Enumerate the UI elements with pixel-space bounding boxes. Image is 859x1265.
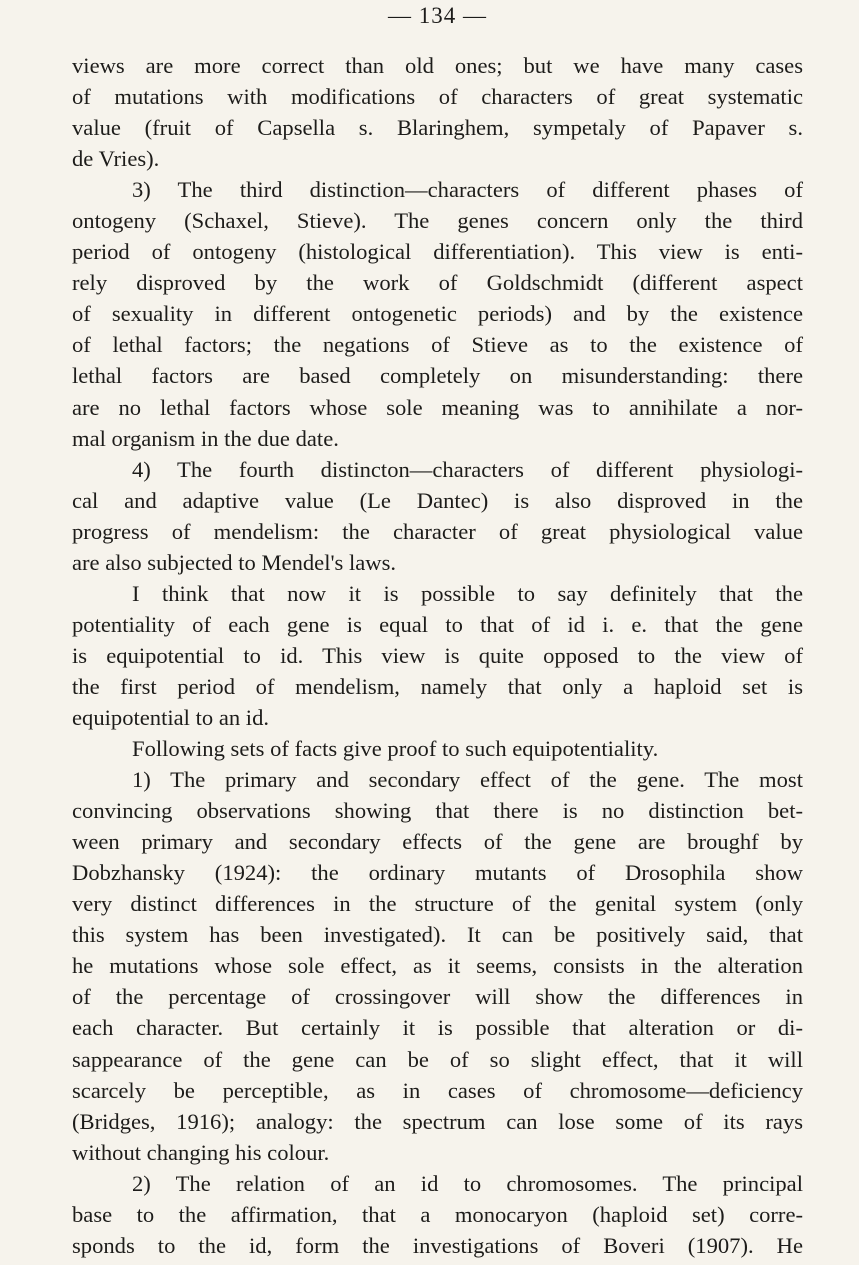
body-text xyxy=(72,50,803,1261)
text-line: of mutations with modifications of characters of great systematic xyxy=(72,84,803,110)
text-line: equipotential to an id. xyxy=(72,704,270,730)
text-line: sponds to the id, form the investigations of Boveri (1907). He xyxy=(72,1232,803,1258)
text-line: of lethal factors; the negations of Stieve as to the existence of xyxy=(72,332,803,358)
text-line: value (fruit of Capsella s. Blaringhem, sympetaly of Papaver s. xyxy=(72,115,803,141)
text-line: progress of mendelism: the character of great physiological value xyxy=(72,518,803,544)
text-line: potentiality of each gene is equal to that of id i. e. that the gene xyxy=(72,611,803,637)
text-line: very distinct differences in the structure of the genital system (only xyxy=(72,891,803,917)
text-line: lethal factors are based completely on misunderstanding: there xyxy=(72,363,803,389)
text-line: period of ontogeny (histological differentiation). This view is enti- xyxy=(72,239,803,265)
text-line: Dobzhansky (1924): the ordinary mutants of Drosophila show xyxy=(72,860,803,886)
text-line: he mutations whose sole effect, as it seems, consists in the alteration xyxy=(72,953,803,979)
text-line: ween primary and secondary effects of the gene are broughf by xyxy=(72,829,803,855)
text-line: rely disproved by the work of Goldschmidt (different aspect xyxy=(72,270,803,296)
text-line: of sexuality in different ontogenetic periods) and by the existence xyxy=(72,301,803,327)
text-line: base to the affirmation, that a monocaryon (haploid set) corre- xyxy=(72,1201,803,1227)
text-line: without changing his colour. xyxy=(72,1139,330,1165)
text-line: views are more correct than old ones; but we have many cases xyxy=(72,53,803,78)
text-line: ontogeny (Schaxel, Stieve). The genes concern only the third xyxy=(72,208,803,234)
text-line: are no lethal factors whose sole meaning was to annihilate a nor- xyxy=(72,394,803,420)
text-line: convincing observations showing that there is no distinction bet- xyxy=(72,798,803,824)
text-line: mal organism in the due date. xyxy=(72,425,339,451)
text-line: scarcely be perceptible, as in cases of chromosome—deficiency xyxy=(72,1077,803,1103)
text-line: 1) The primary and secondary effect of the gene. The most xyxy=(132,767,803,793)
text-line: is equipotential to id. This view is quite opposed to the view of xyxy=(72,642,803,668)
text-line: (Bridges, 1916); analogy: the spectrum can lose some of its rays xyxy=(72,1108,803,1134)
text-line: 3) The third distinction—characters of different phases of xyxy=(132,177,803,203)
text-line: cal and adaptive value (Le Dantec) is also disproved in the xyxy=(72,487,803,513)
text-line: each character. But certainly it is possible that alteration or di- xyxy=(72,1015,803,1041)
text-line: the first period of mendelism, namely that only a haploid set is xyxy=(72,673,803,699)
text-line: 4) The fourth distincton—characters of different physiologi- xyxy=(132,456,803,482)
text-line: I think that now it is possible to say definitely that the xyxy=(132,580,803,606)
text-line: of the percentage of crossingover will show the differences in xyxy=(72,984,803,1010)
text-line: de Vries). xyxy=(72,146,160,172)
text-line: Following sets of facts give proof to such equipotentiality. xyxy=(132,736,659,762)
text-line: sappearance of the gene can be of so slight effect, that it will xyxy=(72,1046,803,1072)
text-line: 2) The relation of an id to chromosomes. The principal xyxy=(132,1170,803,1196)
page-number: — 134 — xyxy=(388,3,487,28)
text-line: are also subjected to Mendel's laws. xyxy=(72,549,397,575)
text-line: this system has been investigated). It can be positively said, that xyxy=(72,922,803,948)
